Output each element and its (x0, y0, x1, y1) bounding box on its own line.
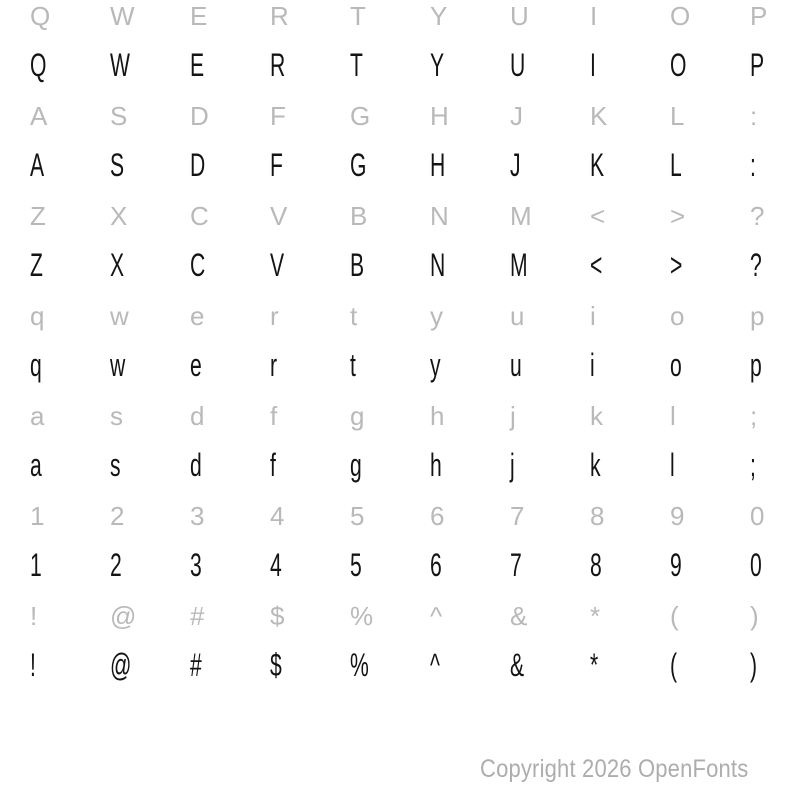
glyph: Z (30, 201, 46, 231)
glyph-cell (270, 0, 350, 34)
glyph: ! (30, 647, 36, 683)
glyph: : (750, 147, 756, 183)
glyph: ( (670, 647, 678, 683)
glyph: d (190, 447, 202, 483)
glyph-cell (270, 498, 350, 534)
glyph-cell (350, 445, 430, 485)
glyph: R (270, 47, 286, 83)
glyph: ( (670, 601, 679, 631)
glyph-cell (270, 245, 350, 285)
glyph: K (590, 147, 605, 183)
glyph: * (590, 647, 599, 683)
glyph-cell (750, 498, 800, 534)
glyph-cell (430, 645, 510, 685)
glyph-cell (430, 198, 510, 234)
glyph: * (590, 601, 601, 631)
glyph: i (590, 347, 595, 383)
glyph-cell (270, 545, 350, 585)
glyph: s (110, 401, 123, 431)
glyph-cell (670, 198, 750, 234)
glyph: t (350, 301, 358, 331)
glyph: 6 (430, 501, 445, 531)
glyph-cell (750, 145, 800, 185)
glyph-cell (270, 98, 350, 134)
glyph: T (350, 47, 363, 83)
glyph: < (590, 201, 606, 231)
glyph-cell (270, 645, 350, 685)
glyph: S (110, 147, 125, 183)
glyph-cell (510, 398, 590, 434)
copyright-text: Copyright 2026 OpenFonts (480, 755, 749, 783)
glyph: q (30, 347, 42, 383)
glyph: : (750, 101, 758, 131)
glyph-cell (750, 345, 800, 385)
glyph-cell (110, 0, 190, 34)
glyph-cell (110, 98, 190, 134)
glyph-cell (190, 145, 270, 185)
glyph: V (270, 247, 285, 283)
glyph: ) (750, 601, 759, 631)
glyph: # (190, 647, 202, 683)
glyph: B (350, 247, 365, 283)
glyph: k (590, 447, 601, 483)
glyph-cell (750, 445, 800, 485)
glyph: ; (750, 401, 758, 431)
glyph-cell (430, 398, 510, 434)
glyph-cell (670, 0, 750, 34)
glyph: X (110, 247, 125, 283)
glyph: u (510, 347, 522, 383)
glyph-cell (350, 45, 430, 85)
glyph-cell (190, 645, 270, 685)
glyph: D (190, 147, 206, 183)
glyph-row-reference-5 (30, 498, 800, 534)
glyph-cell (30, 498, 110, 534)
glyph-cell (350, 498, 430, 534)
glyph-cell (590, 145, 670, 185)
glyph-cell (430, 245, 510, 285)
glyph-cell (430, 298, 510, 334)
glyph-cell (30, 445, 110, 485)
glyph-cell (750, 298, 800, 334)
glyph-cell (110, 298, 190, 334)
glyph-row-reference-3 (30, 298, 800, 334)
glyph-cell (30, 98, 110, 134)
glyph-cell (350, 198, 430, 234)
glyph-cell (270, 398, 350, 434)
glyph-row-specimen-5 (30, 545, 800, 585)
glyph-cell (590, 545, 670, 585)
glyph: J (510, 101, 523, 131)
glyph: E (190, 47, 205, 83)
glyph-cell (430, 98, 510, 134)
glyph: h (430, 447, 442, 483)
glyph-cell (30, 298, 110, 334)
glyph: F (270, 101, 286, 131)
glyph-cell (350, 545, 430, 585)
glyph: V (270, 201, 288, 231)
glyph: i (590, 301, 596, 331)
glyph: C (190, 247, 206, 283)
glyph-cell (270, 298, 350, 334)
glyph: P (750, 47, 765, 83)
glyph: # (190, 601, 205, 631)
glyph: 3 (190, 547, 202, 583)
glyph-cell (750, 398, 800, 434)
glyph-cell (590, 498, 670, 534)
glyph-cell (670, 345, 750, 385)
glyph-cell (750, 245, 800, 285)
glyph: @ (110, 647, 132, 683)
glyph-row-specimen-4 (30, 445, 800, 485)
glyph: 8 (590, 547, 602, 583)
glyph: ) (750, 647, 758, 683)
glyph: ? (750, 247, 762, 283)
glyph-cell (30, 645, 110, 685)
glyph: j (510, 401, 516, 431)
glyph: u (510, 301, 525, 331)
glyph: w (110, 301, 129, 331)
glyph-row-specimen-3 (30, 345, 800, 385)
glyph: r (270, 347, 278, 383)
glyph: 1 (30, 547, 42, 583)
glyph-row-reference-2 (30, 198, 800, 234)
glyph: q (30, 301, 45, 331)
glyph-cell (590, 245, 670, 285)
glyph-cell (190, 598, 270, 634)
glyph: ; (750, 447, 756, 483)
glyph-cell (510, 645, 590, 685)
glyph-cell (590, 445, 670, 485)
glyph-cell (110, 145, 190, 185)
glyph-cell (590, 98, 670, 134)
glyph: U (510, 1, 529, 31)
glyph: Y (430, 47, 445, 83)
glyph-row-specimen-0 (30, 45, 800, 85)
glyph: R (270, 1, 289, 31)
glyph: t (350, 347, 356, 383)
glyph-cell (30, 345, 110, 385)
glyph: U (510, 47, 526, 83)
glyph-cell (430, 45, 510, 85)
glyph-cell (270, 445, 350, 485)
glyph: 2 (110, 501, 125, 531)
glyph: N (430, 201, 449, 231)
glyph-cell (750, 45, 800, 85)
glyph: Z (30, 247, 43, 283)
glyph-cell (670, 98, 750, 134)
glyph-cell (510, 245, 590, 285)
glyph-cell (190, 298, 270, 334)
glyph-cell (510, 98, 590, 134)
glyph-row-reference-4 (30, 398, 800, 434)
glyph-cell (270, 198, 350, 234)
glyph-cell (350, 145, 430, 185)
glyph-cell (510, 345, 590, 385)
glyph-cell (510, 198, 590, 234)
glyph: a (30, 447, 42, 483)
glyph: A (30, 147, 45, 183)
glyph: y (430, 347, 441, 383)
glyph: I (590, 1, 598, 31)
glyph-cell (590, 345, 670, 385)
glyph-cell (750, 645, 800, 685)
glyph: 9 (670, 501, 685, 531)
glyph: % (350, 647, 369, 683)
glyph: & (510, 601, 528, 631)
glyph-cell (30, 145, 110, 185)
glyph-cell (270, 145, 350, 185)
glyph: M (510, 247, 528, 283)
glyph-cell (270, 598, 350, 634)
glyph-cell (670, 398, 750, 434)
glyph-cell (430, 145, 510, 185)
glyph: F (270, 147, 283, 183)
glyph: e (190, 347, 202, 383)
glyph-cell (430, 545, 510, 585)
glyph: W (110, 47, 130, 83)
glyph-cell (670, 245, 750, 285)
glyph: J (510, 147, 521, 183)
glyph-cell (190, 345, 270, 385)
glyph-cell (350, 398, 430, 434)
glyph: X (110, 201, 128, 231)
glyph: @ (110, 601, 137, 631)
glyph-cell (350, 645, 430, 685)
glyph: 1 (30, 501, 45, 531)
glyph-cell (190, 45, 270, 85)
glyph-cell (110, 598, 190, 634)
glyph: ! (30, 601, 38, 631)
glyph-cell (670, 598, 750, 634)
glyph: M (510, 201, 532, 231)
glyph-cell (510, 298, 590, 334)
glyph-cell (590, 0, 670, 34)
glyph: g (350, 447, 362, 483)
glyph: y (430, 301, 443, 331)
glyph-cell (590, 598, 670, 634)
glyph: k (590, 401, 603, 431)
glyph-cell (350, 0, 430, 34)
glyph-cell (510, 545, 590, 585)
glyph: D (190, 101, 209, 131)
glyph: 4 (270, 501, 285, 531)
glyph: o (670, 301, 685, 331)
glyph: s (110, 447, 121, 483)
glyph-cell (110, 245, 190, 285)
glyph: ? (750, 201, 765, 231)
glyph-cell (510, 45, 590, 85)
glyph-cell (590, 298, 670, 334)
glyph-cell (110, 445, 190, 485)
glyph: I (590, 47, 596, 83)
glyph-cell (670, 45, 750, 85)
glyph: N (430, 247, 446, 283)
glyph: d (190, 401, 205, 431)
glyph: T (350, 1, 366, 31)
glyph-cell (110, 345, 190, 385)
glyph: G (350, 147, 367, 183)
glyph: O (670, 1, 691, 31)
glyph: w (110, 347, 126, 383)
glyph-cell (190, 198, 270, 234)
glyph-cell (510, 598, 590, 634)
glyph: a (30, 401, 45, 431)
glyph: H (430, 147, 446, 183)
glyph-cell (190, 398, 270, 434)
glyph-cell (30, 545, 110, 585)
glyph-cell (590, 645, 670, 685)
glyph: 4 (270, 547, 282, 583)
glyph-cell (510, 145, 590, 185)
glyph-cell (590, 198, 670, 234)
glyph: B (350, 201, 368, 231)
glyph: Q (30, 1, 51, 31)
glyph-cell (510, 0, 590, 34)
glyph: $ (270, 601, 285, 631)
glyph: 7 (510, 547, 522, 583)
glyph-cell (670, 145, 750, 185)
glyph: > (670, 201, 686, 231)
glyph-cell (750, 98, 800, 134)
glyph-cell (750, 0, 800, 34)
glyph-cell (670, 298, 750, 334)
glyph: h (430, 401, 445, 431)
glyph-cell (190, 245, 270, 285)
glyph: L (670, 101, 685, 131)
glyph: $ (270, 647, 282, 683)
glyph: Y (430, 1, 448, 31)
glyph-cell (350, 245, 430, 285)
glyph-cell (30, 198, 110, 234)
copyright-watermark (480, 757, 785, 782)
glyph-cell (190, 545, 270, 585)
glyph-cell (670, 445, 750, 485)
glyph: 6 (430, 547, 442, 583)
glyph: 0 (750, 501, 765, 531)
glyph: > (670, 247, 683, 283)
glyph-cell (190, 445, 270, 485)
glyph: K (590, 101, 608, 131)
glyph-cell (350, 98, 430, 134)
glyph-cell (190, 498, 270, 534)
glyph-cell (670, 645, 750, 685)
glyph-cell (510, 498, 590, 534)
glyph: 5 (350, 547, 362, 583)
glyph: & (510, 647, 525, 683)
glyph-cell (590, 398, 670, 434)
glyph: 0 (750, 547, 762, 583)
glyph: L (670, 147, 682, 183)
glyph: e (190, 301, 205, 331)
glyph-cell (30, 598, 110, 634)
glyph-cell (350, 298, 430, 334)
glyph-cell (430, 445, 510, 485)
glyph-cell (270, 345, 350, 385)
glyph-cell (590, 45, 670, 85)
glyph: l (670, 447, 675, 483)
glyph: 3 (190, 501, 205, 531)
glyph-cell (510, 445, 590, 485)
glyph: O (670, 47, 687, 83)
glyph: f (270, 401, 278, 431)
glyph-cell (190, 0, 270, 34)
glyph-cell (430, 345, 510, 385)
glyph: 9 (670, 547, 682, 583)
glyph-cell (30, 0, 110, 34)
glyph: A (30, 101, 48, 131)
glyph: H (430, 101, 449, 131)
glyph-cell (30, 398, 110, 434)
glyph-cell (750, 598, 800, 634)
glyph: ^ (430, 601, 443, 631)
glyph-cell (350, 345, 430, 385)
glyph-row-specimen-6 (30, 645, 800, 685)
glyph-cell (750, 545, 800, 585)
glyph-cell (30, 245, 110, 285)
glyph-cell (670, 545, 750, 585)
glyph: p (750, 301, 765, 331)
glyph: g (350, 401, 365, 431)
glyph-cell (430, 598, 510, 634)
glyph: < (590, 247, 603, 283)
glyph-cell (270, 45, 350, 85)
glyph: 5 (350, 501, 365, 531)
glyph: E (190, 1, 208, 31)
glyph: S (110, 101, 128, 131)
glyph-cell (430, 498, 510, 534)
glyph: r (270, 301, 279, 331)
glyph-row-specimen-2 (30, 245, 800, 285)
glyph: G (350, 101, 371, 131)
glyph: ^ (430, 647, 440, 683)
glyph-cell (110, 645, 190, 685)
glyph: C (190, 201, 209, 231)
glyph-cell (750, 198, 800, 234)
glyph: f (270, 447, 276, 483)
glyph: % (350, 601, 374, 631)
glyph: j (510, 447, 515, 483)
glyph-cell (350, 598, 430, 634)
glyph: 2 (110, 547, 122, 583)
glyph-cell (190, 98, 270, 134)
glyph-cell (110, 545, 190, 585)
glyph-cell (30, 45, 110, 85)
glyph: 7 (510, 501, 525, 531)
glyph-row-reference-1 (30, 98, 800, 134)
glyph: 8 (590, 501, 605, 531)
glyph: Q (30, 47, 47, 83)
glyph-row-reference-0 (30, 0, 800, 34)
glyph-cell (110, 498, 190, 534)
glyph: P (750, 1, 768, 31)
glyph-row-reference-6 (30, 598, 800, 634)
glyph-row-specimen-1 (30, 145, 800, 185)
glyph-cell (110, 45, 190, 85)
glyph: p (750, 347, 762, 383)
glyph-cell (110, 198, 190, 234)
glyph-cell (670, 498, 750, 534)
glyph-cell (430, 0, 510, 34)
glyph-cell (110, 398, 190, 434)
glyph: o (670, 347, 682, 383)
glyph: l (670, 401, 676, 431)
glyph: W (110, 1, 135, 31)
